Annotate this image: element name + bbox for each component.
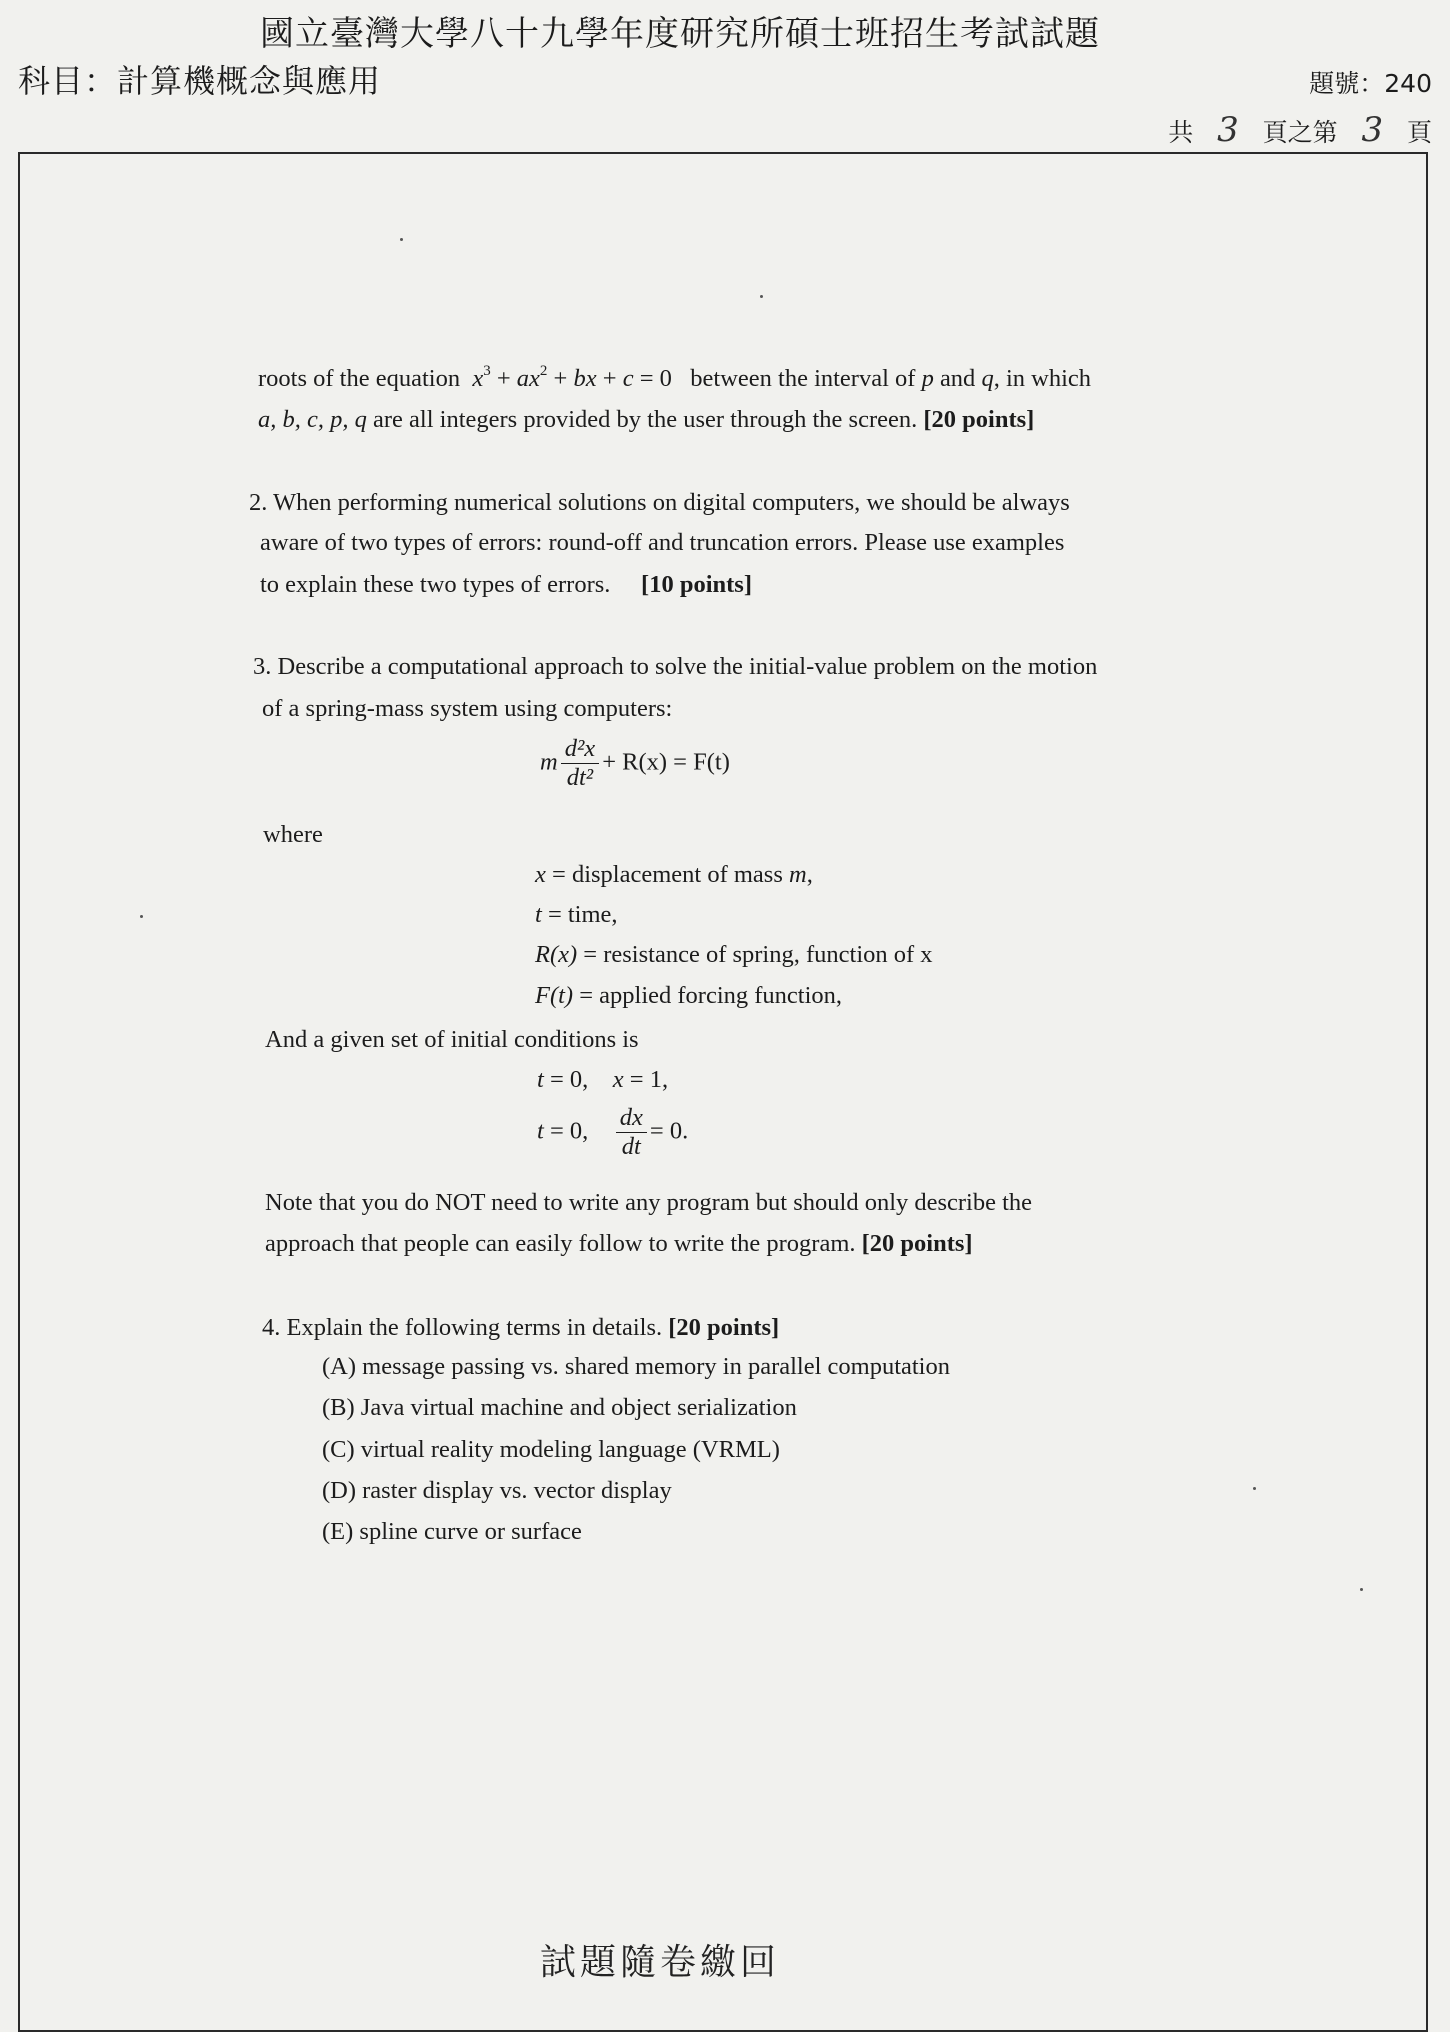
question-number: 題號：240 [1309,69,1432,98]
def-text: = time, [541,901,618,928]
def-var: t [535,901,542,928]
def-var: F(t) [535,982,574,1009]
q1-text: and [939,365,976,392]
init-condition-1 [537,1065,668,1094]
q2-text: to explain these two types of errors. [260,571,611,598]
q1-text: , in which [993,365,1091,392]
eq-term: ax [516,365,540,392]
q3-text: approach that people can easily follow to write the program. [265,1230,856,1257]
eq-exp: 3 [483,363,491,379]
eq-rest: + R(x) = F(t) [602,748,730,776]
q3-line-2: of a spring-mass system using computers: [262,695,673,722]
def-text: = displacement of mass [545,861,789,888]
exam-subject: 科目：計算機概念與應用 [18,62,382,100]
eq-term: bx [573,365,597,392]
def-text: = resistance of spring, function of x [577,941,933,968]
q2-points: [10 points] [641,571,752,598]
q4-points: [20 points] [668,1314,780,1341]
frac-numerator: d²x [561,735,599,764]
scan-speck [400,238,403,241]
pages-current: 3 [1361,110,1384,150]
scan-speck [1360,1588,1363,1591]
footer-return-notice: 試題隨卷繳回 [540,1942,781,1983]
q1-text: are all integers provided by the user through the screen. [373,406,918,433]
q1-vars: a, b, c, p, q [258,406,367,433]
q3-note-1: Note that you do NOT need to write any program but should only describe the [265,1189,1033,1216]
q1-text: between the interval of [690,365,916,392]
init-condition-2 [537,1104,688,1161]
def-t [535,900,618,929]
def-var: x [535,861,546,888]
def-text: = applied forcing function, [573,982,843,1009]
eq-exp: 2 [539,363,548,379]
eq-op: + [490,365,517,392]
q4-item-c: (C) virtual reality modeling language (VRML) [322,1436,780,1463]
q3-note-2 [265,1229,973,1258]
q4-item-e: (E) spline curve or surface [322,1518,582,1545]
q3-points: [20 points] [861,1230,973,1257]
def-f [535,981,842,1010]
init-var: x [612,1066,624,1093]
q4-item-b: (B) Java virtual machine and object serialization [322,1394,797,1421]
frac-denominator: dt² [566,764,594,792]
eq-term: c [622,365,634,392]
eq-term: x [472,365,484,392]
eq-first-derivative [616,1104,647,1161]
scan-speck [140,915,143,918]
q2-line-1: 2. When performing numerical solutions on digital computers, we should be always [249,489,1070,516]
q3-where: where [263,821,323,848]
init-text: = 1, [623,1066,669,1093]
q4-intro [262,1313,779,1342]
init-text: = 0, [543,1066,613,1093]
frac-denominator: dt [621,1133,641,1161]
scan-speck [760,295,763,298]
q1-text: roots of the equation [258,365,461,392]
init-text: = 0. [649,1117,689,1145]
q3-line-1: 3. Describe a computational approach to solve the initial-value problem on the motion [253,653,1098,680]
pages-end-label: 頁 [1406,118,1432,147]
def-var: R(x) [535,941,578,968]
q4-text: 4. Explain the following terms in details. [262,1314,663,1341]
q2-line-3 [260,570,752,599]
init-text: = 0, [543,1117,613,1145]
pages-total-label: 共 [1168,118,1194,147]
q1-equation [472,365,672,392]
pages-total: 3 [1217,110,1239,150]
q3-main-equation [540,735,730,792]
def-r [535,940,933,969]
q1-line-1 [258,364,1091,393]
def-var: m [789,861,807,888]
def-text: , [806,861,813,888]
eq-mass: m [540,748,558,776]
q1-var: p [921,365,934,392]
q3-init-intro: And a given set of initial conditions is [265,1026,639,1053]
eq-second-derivative [561,735,599,792]
eq-op: = 0 [633,365,672,392]
eq-op: + [596,365,623,392]
frac-numerator: dx [616,1104,647,1133]
init-var: t [537,1066,544,1093]
pages-middle-label: 頁之第 [1262,118,1338,147]
init-var: t [537,1117,544,1145]
q1-points: [20 points] [923,406,1035,433]
q4-item-a: (A) message passing vs. shared memory in parallel computation [322,1353,950,1380]
eq-op: + [547,365,574,392]
page-count [1168,110,1432,150]
q1-var: q [981,365,994,392]
q1-line-2 [258,405,1034,434]
q2-line-2: aware of two types of errors: round-off and truncation errors. Please use examples [260,529,1065,556]
scan-speck [1253,1487,1256,1490]
exam-title: 國立臺灣大學八十九學年度研究所碩士班招生考試試題 [260,14,1100,54]
q4-item-d: (D) raster display vs. vector display [322,1477,672,1504]
def-x [535,860,813,889]
